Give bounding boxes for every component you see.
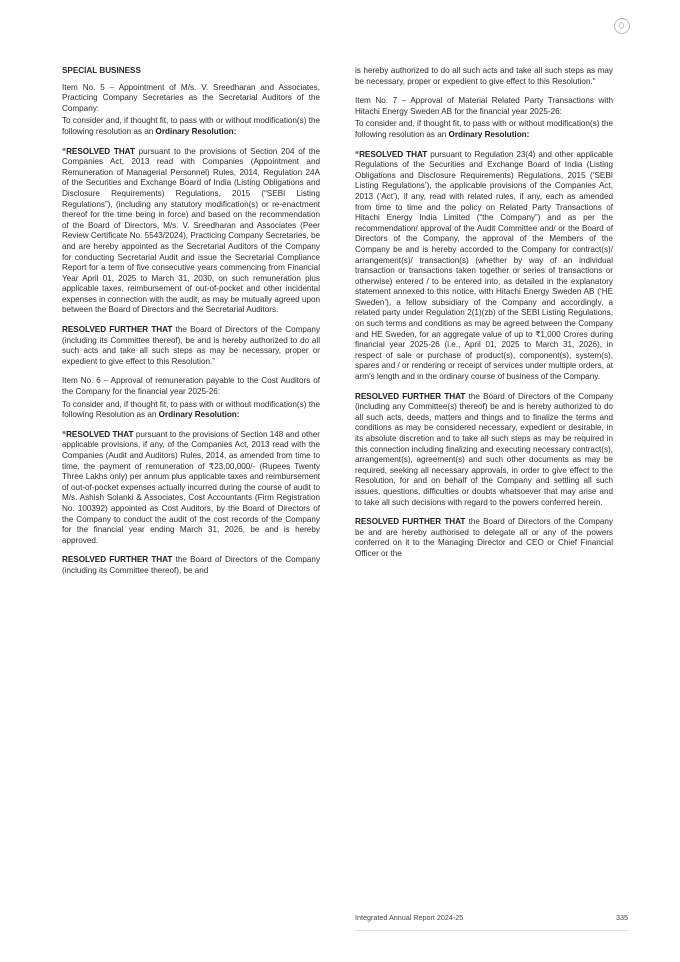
- right-column: [355, 66, 613, 569]
- item7-title: Item No. 7 – Approval of Material Related Party Transactions with Hitachi Energy Sweden AB for the financial year 2025-26:: [355, 96, 613, 116]
- item6-intro-bold: Ordinary Resolution:: [158, 410, 240, 420]
- item7-further2-body: the Board of Directors of the Company be and are hereby authorised to delegate all or any of the powers conferred on it to the Managing Director and CEO or Chief Financial Officer or the: [355, 517, 614, 558]
- item6-further-body: the Board of Directors of the Company (including its Committee thereof), be and: [62, 555, 321, 575]
- item7-resolution-body: pursuant to Regulation 23(4) and other applicable Regulations of the Securities and Exchange Board of India (Listing Obligations and Disclosure Requirements) Regulations, 2015 (‘SEBI Listing Regulations’), the applicable provisions of the Companies Act, 2013 (‘Act’), if any, read with related rules, if any, each as amended from time to time and the policy on Related Party Transactions of Hitachi Energy India Limited (“the Company”) and as per the recommendation/ approval of the Audit Committee and/ or the Board of Directors of the Company, the approval of the Members of the Company be and is hereby accorded to the Company for contract(s)/ arrangement(s)/ transaction(s) (whether by way of an individual transaction or transactions taken together or series of transactions or otherwise) entered / to be entered into, as detailed in the explanatory statement annexed to this notice, with Hitachi Energy Sweden AB (‘HE Sweden’), a fellow subsidiary of the Company and accordingly, a related party under Regulation 2(1)(zb) of the SEBI Listing Regulations, on such terms and conditions as may be agreed between the Company and HE Sweden, for an aggregate value of up to ₹1,000 Crores during financial year 2025-26 (i.e., April 01, 2025 to March 31, 2026), in respect of sale or purchase of product(s), component(s), system(s), spares and / or rendering or receipt of services under multiple orders, at arm’s length and in the ordinary course of business of the Company.: [355, 149, 613, 382]
- item7-further: [355, 392, 613, 509]
- item5-title: Item No. 5 – Appointment of M/s. V. Sreedharan and Associates, Practicing Company Secretaries as the Secretarial Auditors of the Company:: [62, 82, 320, 113]
- item6-intro: To consider and, if thought fit, to pass with or without modification(s) the following Resolution as an Ordinary Resolution:: [62, 399, 320, 420]
- item6-further: [62, 555, 320, 576]
- item7-intro: To consider and, if thought fit, to pass with or without modification(s) the following resolution as an Ordinary Resolution:: [355, 119, 613, 139]
- item7-intro-bold: Ordinary Resolution:: [448, 129, 530, 139]
- item5-intro: To consider and, if thought fit, to pass with or without modification(s) the following resolution as an Ordinary Resolution:: [62, 116, 320, 136]
- item6-resolution-body: pursuant to the provisions of Section 148 and other applicable provisions, if any, of the Companies Act, 2013 read with the Companies (Audit and Auditors) Rules, 2014, as amended from time to time, the payment of remuneration of ₹23,00,000/- (Rupees Twenty Three Lakhs only) per annum plus applicable taxes and reimbursement of out-of-pocket expenses actually incurred during the course of audit to M/s. Ashish Solanki & Associates, Cost Accountants (Firm Registration No. 100392) appointed as Cost Auditors, by the Board of Directors of the Company to conduct the audit of the cost records of the Company for the financial year ending March 31, 2026, be and is hereby approved.: [62, 429, 321, 545]
- item6-resolution: [62, 430, 320, 547]
- section-heading: SPECIAL BUSINESS: [62, 66, 141, 75]
- item7-resolution: [355, 150, 613, 383]
- item7-further2-lead: RESOLVED FURTHER THAT: [355, 517, 466, 527]
- item5-further-lead: RESOLVED FURTHER THAT: [62, 325, 173, 335]
- item5-further-body: the Board of Directors of the Company (including its Committee thereof), be and is hereby authorized to do all such acts and take all such steps as may be necessary, proper or expedient to give effect to this Resolution.”: [62, 325, 321, 366]
- item5-resolution-body: pursuant to the provisions of Section 204 of the Companies Act, 2013 read with Companies (Appointment and Remuneration of Managerial Personnel) Rules, 2014, Regulation 24A of the Securities and Exchange Board of India (Listing Obligations and Disclosure Requirements) Regulations, 2015 (“SEBI Listing Regulations”), (including any statutory modification(s) or re-enactment thereof for the time being in force) and based on the recommendation of the Board of Directors, M/s. V. Sreedharan and Associates (Peer Review Certificate No. 5543/2024), Practicing Company Secretaries, be and are hereby appointed as the Secretarial Auditors of the Company for conducting Secretarial Audit and issue the Secretarial Compliance Report for a term of five consecutive years commencing from Financial Year April 01, 2025 to March 31, 2030, on such remuneration plus applicable taxes, reimbursement of out-of-pocket and other incidental expenses in connection with the audit, as may be mutually agreed upon between the Board of Directors and the Secretarial Auditors.: [62, 146, 321, 315]
- item7-further-body: the Board of Directors of the Company (including any Committee(s) thereof) be and is hereby authorized to do all such acts, deeds, matters and things and to finalize the terms and conditions as may be considered necessary, expedient or desirable, in its absolute discretion and to take all such steps as may be required in this connection including finalizing and executing necessary contract(s), arrangement(s), agreement(s) and such other documents as may be required, seeking all necessary approvals, in order to give effect to the Resolution, for and on behalf of the Company and settling all such issues, questions, difficulties or doubts whatsoever that may arise and to take all such decisions with regard to the powers conferred herein.: [355, 391, 614, 507]
- company-logo-icon: [614, 18, 630, 34]
- item5-resolution: [62, 147, 320, 317]
- item6-title: Item No. 6 – Approval of remuneration payable to the Cost Auditors of the Company for the financial year 2025-26:: [62, 376, 320, 397]
- item7-resolution-lead: “RESOLVED THAT: [355, 149, 428, 159]
- page-footer: [355, 913, 628, 922]
- item5-intro-bold: Ordinary Resolution:: [155, 126, 237, 136]
- item7-further-lead: RESOLVED FURTHER THAT: [355, 391, 466, 401]
- left-column: [62, 66, 320, 586]
- item7-further-2: [355, 517, 613, 559]
- item5-further: [62, 325, 320, 367]
- item6-continuation: is hereby authorized to do all such acts and take all such steps as may be necessary, proper or expedient to give effect to this Resolution.”: [355, 66, 613, 86]
- footer-rule: [355, 930, 628, 931]
- item6-resolution-lead: “RESOLVED THAT: [62, 429, 134, 439]
- item6-further-lead: RESOLVED FURTHER THAT: [62, 555, 173, 565]
- item5-resolution-lead: “RESOLVED THAT: [62, 146, 135, 156]
- page-number: 335: [616, 913, 628, 922]
- report-title: Integrated Annual Report 2024-25: [355, 913, 464, 922]
